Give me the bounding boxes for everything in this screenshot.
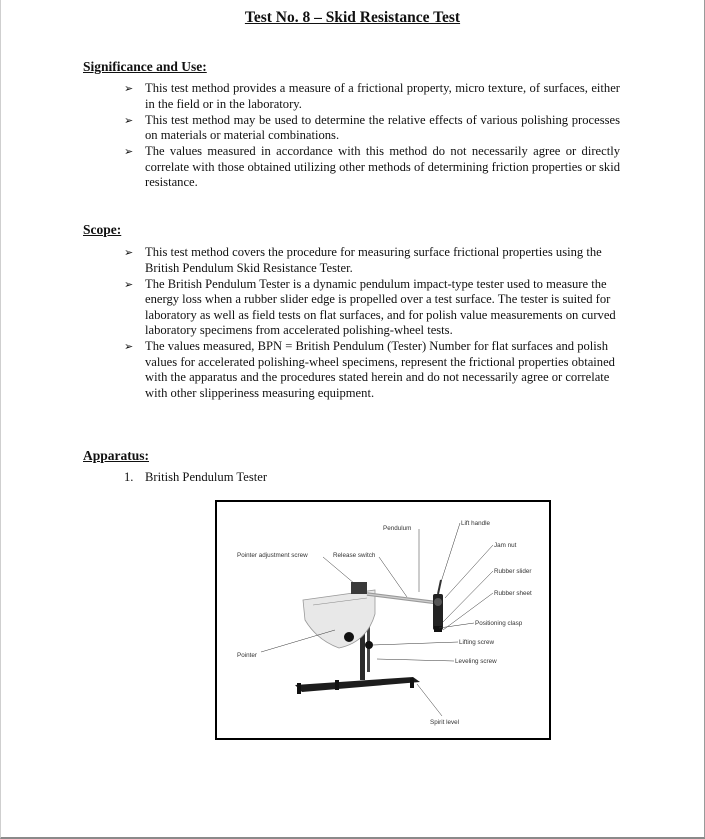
arrow-bullet-icon: ➢ [124, 277, 134, 291]
leveling-foot [335, 680, 339, 690]
scope-list [124, 245, 620, 402]
figure-label-jam-nut: Jam nut [494, 542, 517, 549]
release-switch-housing [351, 582, 367, 594]
list-item [124, 144, 620, 191]
list-item [124, 277, 620, 339]
leader-line [443, 571, 493, 622]
scope-heading: Scope: [83, 222, 122, 237]
significance-list [124, 81, 620, 191]
apparatus-item-text: British Pendulum Tester [145, 470, 268, 484]
apparatus-heading: Apparatus: [83, 448, 150, 463]
figure-label-rubber-sheet: Rubber sheet [494, 590, 532, 597]
page-title: Test No. 8 – Skid Resistance Test [244, 9, 461, 26]
list-item [124, 245, 620, 276]
arrow-bullet-icon: ➢ [124, 113, 134, 127]
jam-nut [434, 598, 442, 606]
list-item [124, 113, 620, 144]
pendulum-tester-figure [215, 500, 551, 740]
figure-label-rubber-slider: Rubber slider [494, 568, 532, 575]
figure-label-positioning-clasp: Positioning clasp [475, 620, 523, 627]
leader-line [323, 557, 355, 584]
leader-line [445, 545, 493, 598]
list-item-text: This test method covers the procedure for measuring surface frictional properties using the British Pendulum Skid Resistance Tester. [145, 245, 602, 275]
figure-label-pendulum: Pendulum [383, 525, 412, 532]
figure-label-spirit-level: Spirit level [430, 719, 460, 726]
list-item-text: The British Pendulum Tester is a dynamic pendulum impact-type tester used to measure the energy loss when a rubber slider edge is propelled over a test surface. The tester is suited for laboratory as well as field tests on flat surfaces, and for polish value measurements on curved laboratory specimens from accelerated polishing-wheel tests. [145, 276, 616, 337]
pendulum-arm-highlight [367, 594, 439, 603]
arrow-bullet-icon: ➢ [124, 246, 134, 259]
rubber-slider [434, 626, 442, 632]
leader-line [377, 659, 454, 661]
arrow-bullet-icon: ➢ [124, 145, 134, 158]
list-item-text: This test method may be used to determine the relative effects of various polishing processes on materials or material combinations. [145, 112, 620, 142]
leader-line [373, 642, 458, 645]
leveling-foot [297, 683, 301, 694]
arrow-bullet-icon: ➢ [124, 82, 134, 95]
leader-line [417, 684, 442, 716]
leader-line [441, 523, 460, 582]
list-number: 1. [124, 470, 134, 484]
leader-line [439, 623, 474, 628]
pendulum-tester-illustration [217, 502, 549, 738]
tester-base [295, 677, 420, 692]
list-item [124, 81, 620, 112]
list-item-text: The values measured, BPN = British Pendulum (Tester) Number for flat surfaces and polish values for accelerated polishing-wheel specimens, represent the frictional properties obtained with the apparatus and the procedures stated herein and do not necessarily agree or correlate with other slipperiness measuring equipment. [145, 339, 615, 400]
arrow-bullet-icon: ➢ [124, 340, 134, 353]
figure-label-lifting-screw: Lifting screw [459, 639, 494, 646]
adjustment-knob [365, 641, 373, 649]
figure-label-leveling-screw: Leveling screw [455, 658, 497, 665]
figure-label-release-switch: Release switch [333, 552, 376, 559]
apparatus-list-item [124, 470, 267, 485]
significance-heading: Significance and Use: [83, 59, 207, 74]
leader-line [261, 630, 335, 652]
leveling-foot [410, 678, 414, 688]
list-item [124, 339, 620, 401]
leader-line [379, 557, 407, 597]
list-item-text: The values measured in accordance with this method do not necessarily agree or directly correlate with those obtained utilizing other methods of determining friction properties or skid resistance. [145, 144, 620, 189]
list-item-text: This test method provides a measure of a frictional property, micro texture, of surfaces, either in the field or in the laboratory. [145, 81, 620, 111]
adjustment-knob [344, 632, 354, 642]
figure-label-pointer: Pointer [237, 652, 257, 659]
figure-label-lift-handle: Lift handle [461, 520, 491, 527]
lift-handle [438, 580, 441, 594]
figure-label-pointer-adjustment-screw: Pointer adjustment screw [237, 552, 308, 559]
